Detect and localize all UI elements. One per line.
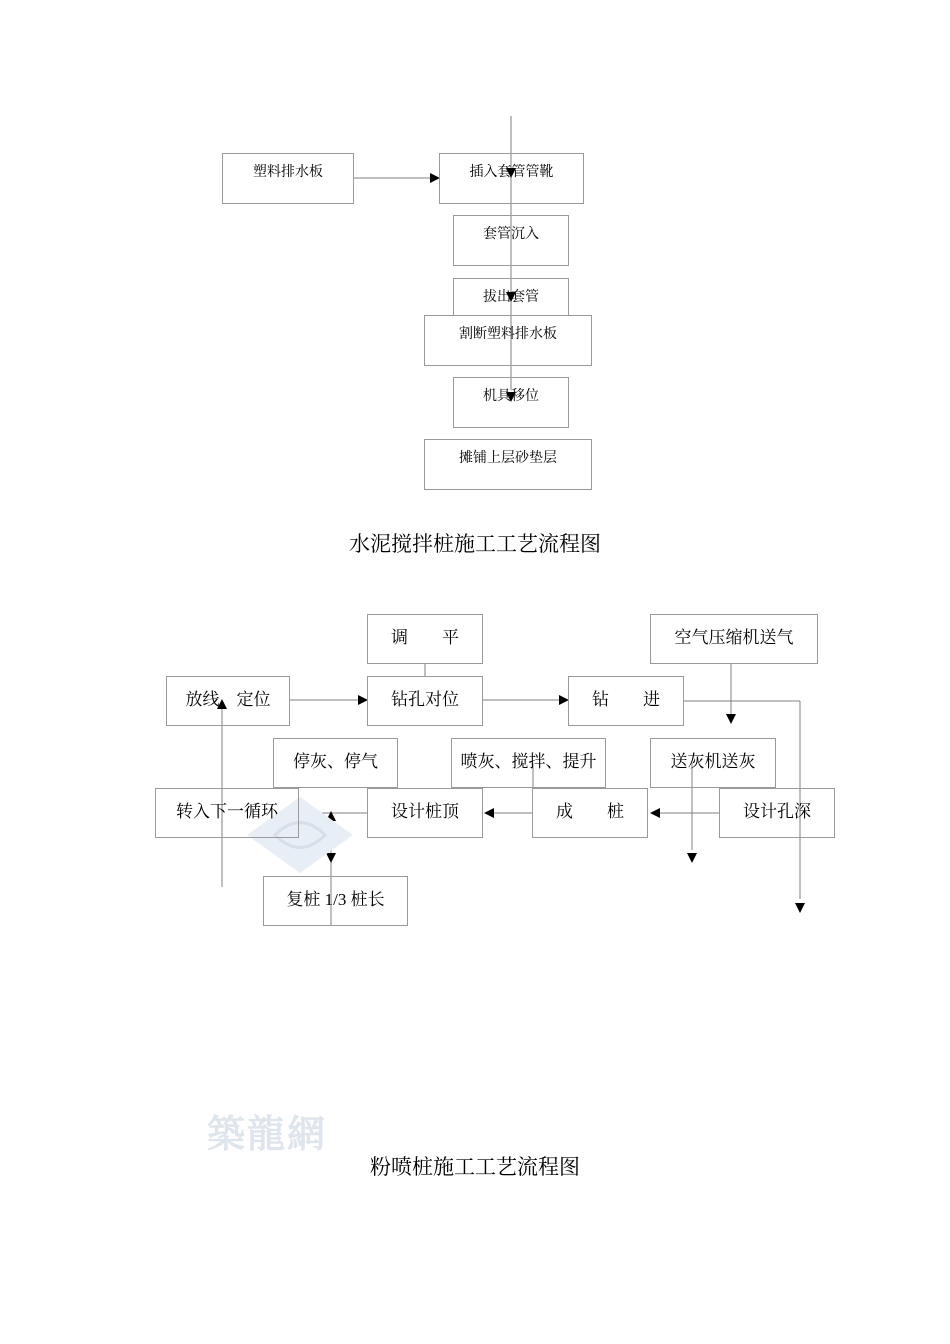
box-setout-label: 放线、定位	[185, 690, 271, 709]
box-setout	[166, 676, 290, 726]
box-spread-sand	[424, 439, 592, 490]
box-hole-depth-label: 设计孔深	[743, 802, 811, 821]
box-machine-move-label: 机具移位	[483, 389, 539, 404]
box-plastic-board	[222, 153, 354, 204]
box-drill	[568, 676, 684, 726]
d2-depth-pile-arrow-head	[650, 808, 660, 818]
d2-right-down-arrow-head	[795, 903, 805, 913]
box-pull-casing-label: 拔出套管	[483, 290, 539, 305]
box-adjust-level-label: 调 平	[391, 628, 459, 647]
d2-feeder-down-arrow-head	[687, 853, 697, 863]
box-hole-depth	[719, 788, 835, 838]
box-insert-casing	[439, 153, 584, 204]
watermark-text: 築龍網	[207, 1111, 328, 1156]
box-form-pile	[532, 788, 648, 838]
box-insert-casing-label: 插入套管管靴	[469, 165, 554, 180]
box-cut-board-label: 割断塑料排水板	[459, 327, 557, 342]
box-pull-casing	[453, 278, 569, 316]
box-pile-top-label: 设计桩顶	[391, 802, 459, 821]
box-spread-sand-label: 摊铺上层砂垫层	[459, 451, 557, 466]
d2-air-feeder-arrow-head	[726, 714, 736, 724]
box-machine-move	[453, 377, 569, 428]
box-air-compressor	[650, 614, 818, 664]
box-drill-label: 钻 进	[592, 690, 660, 709]
box-ash-feeder	[650, 738, 776, 788]
box-casing-sink	[453, 215, 569, 266]
box-ash-feeder-label: 送灰机送灰	[670, 752, 756, 771]
box-spray-mix-label: 喷灰、搅拌、提升	[460, 752, 597, 771]
box-pile-top	[367, 788, 483, 838]
box-next-cycle	[155, 788, 299, 838]
box-align-drill	[367, 676, 483, 726]
box-repile	[263, 876, 408, 926]
d2-pile-top-arrow-head	[484, 808, 494, 818]
box-align-drill-label: 钻孔对位	[391, 690, 459, 709]
box-repile-label: 复桩 1/3 桩长	[286, 890, 385, 909]
box-air-compressor-label: 空气压缩机送气	[674, 628, 794, 647]
box-stop-ash	[273, 738, 398, 788]
caption-cement-mixing-pile: 水泥搅拌桩施工工艺流程图	[349, 532, 601, 556]
box-plastic-board-label: 塑料排水板	[253, 165, 323, 180]
box-cut-board	[424, 315, 592, 366]
box-casing-sink-label: 套管沉入	[483, 227, 539, 242]
box-spray-mix	[451, 738, 606, 788]
box-form-pile-label: 成 桩	[556, 802, 624, 821]
box-next-cycle-label: 转入下一循环	[176, 802, 278, 821]
box-adjust-level	[367, 614, 483, 664]
caption-powder-spray-pile: 粉喷桩施工工艺流程图	[370, 1155, 580, 1179]
box-stop-ash-label: 停灰、停气	[293, 752, 378, 771]
